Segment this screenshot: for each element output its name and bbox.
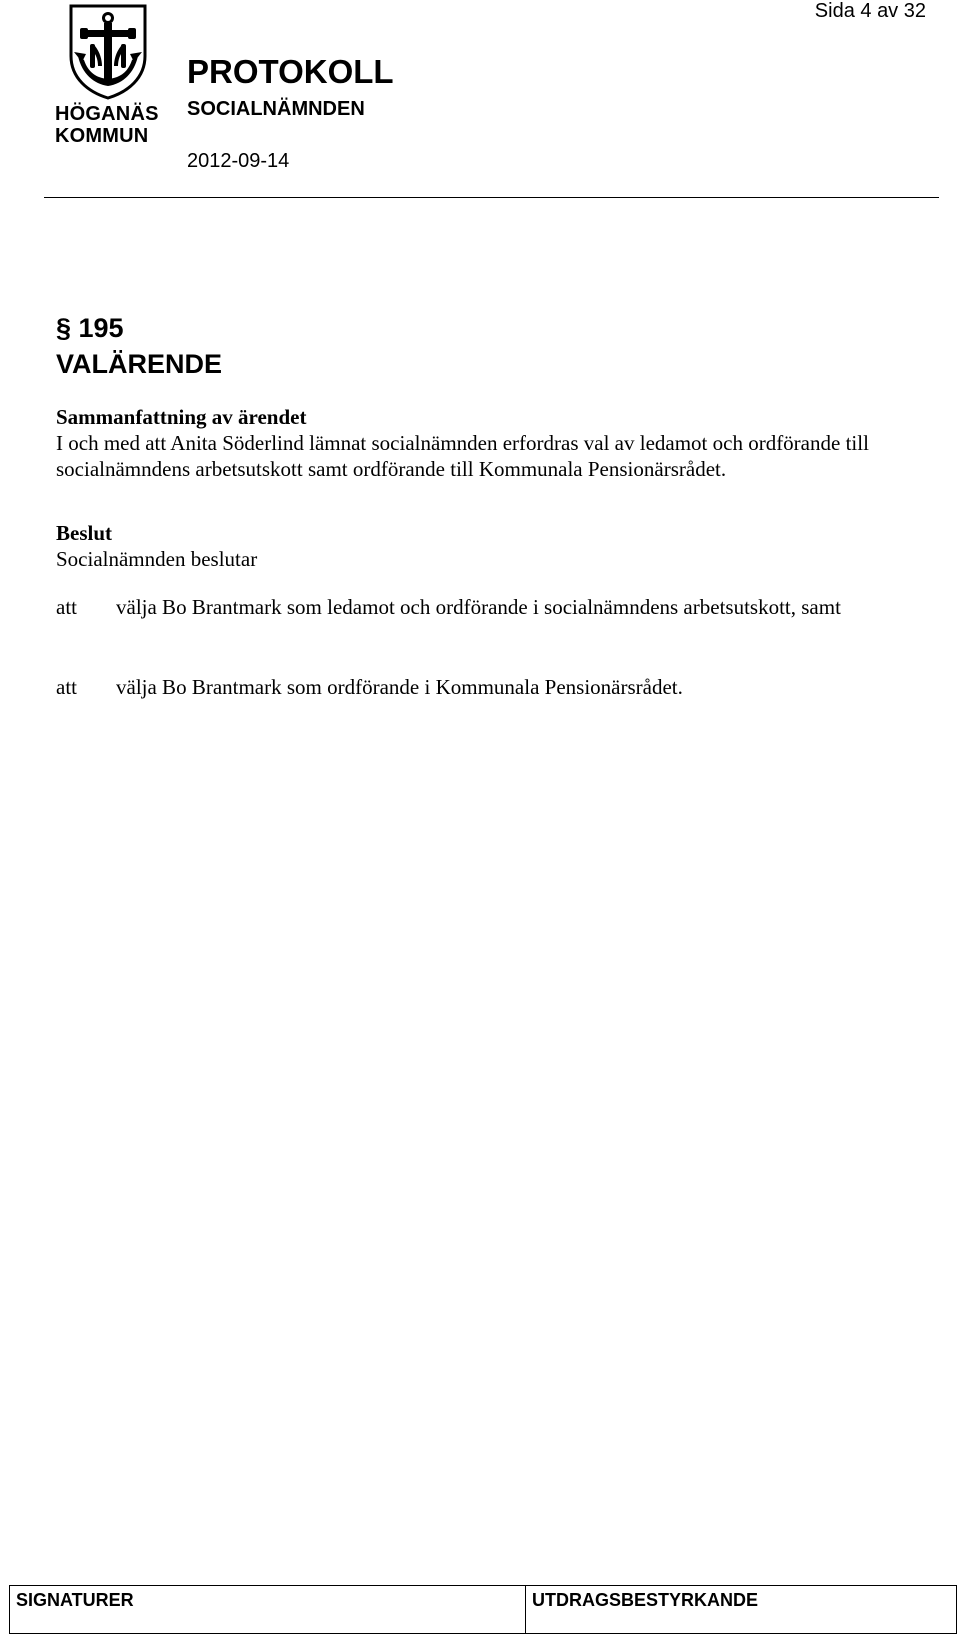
decision-item-text: välja Bo Brantmark som ledamot och ordförande i socialnämndens arbetsutskott, samt [116,595,841,619]
summary-block [56,404,924,482]
decision-intro: Socialnämnden beslutar [56,547,258,571]
decision-block [56,520,924,572]
header-divider [44,197,939,198]
logo-text-line2: KOMMUN [55,125,149,147]
decision-heading: Beslut [56,521,113,545]
decision-item-label: att [56,595,77,619]
footer-signature-table [9,1585,957,1634]
decision-item-label: att [56,675,77,699]
logo-text-line1: HÖGANÄS [55,103,159,125]
decision-item-text: välja Bo Brantmark som ordförande i Kommunala Pensionärsrådet. [116,675,683,699]
signatures-cell: SIGNATURER [10,1586,526,1633]
committee-name: SOCIALNÄMNDEN [187,98,365,120]
summary-text: I och med att Anita Söderlind lämnat socialnämnden erfordras val av ledamot och ordförande till socialnämndens arbetsutskott samt ordförande till Kommunala Pensionärsrådet. [56,431,869,481]
decision-item [56,594,924,620]
page-number: Sida 4 av 32 [814,0,926,22]
summary-heading: Sammanfattning av ärendet [56,405,307,429]
section-number: § 195 [56,313,124,343]
extract-certification-cell: UTDRAGSBESTYRKANDE [532,1590,759,1610]
hoganas-kommun-logo [55,4,165,147]
decision-item [56,674,924,700]
section-title: VALÄRENDE [56,349,223,379]
coat-of-arms-icon [68,4,148,100]
document-date: 2012-09-14 [187,150,290,172]
logo-text [55,103,165,147]
section-heading [56,310,222,382]
document-title: PROTOKOLL [187,53,394,90]
